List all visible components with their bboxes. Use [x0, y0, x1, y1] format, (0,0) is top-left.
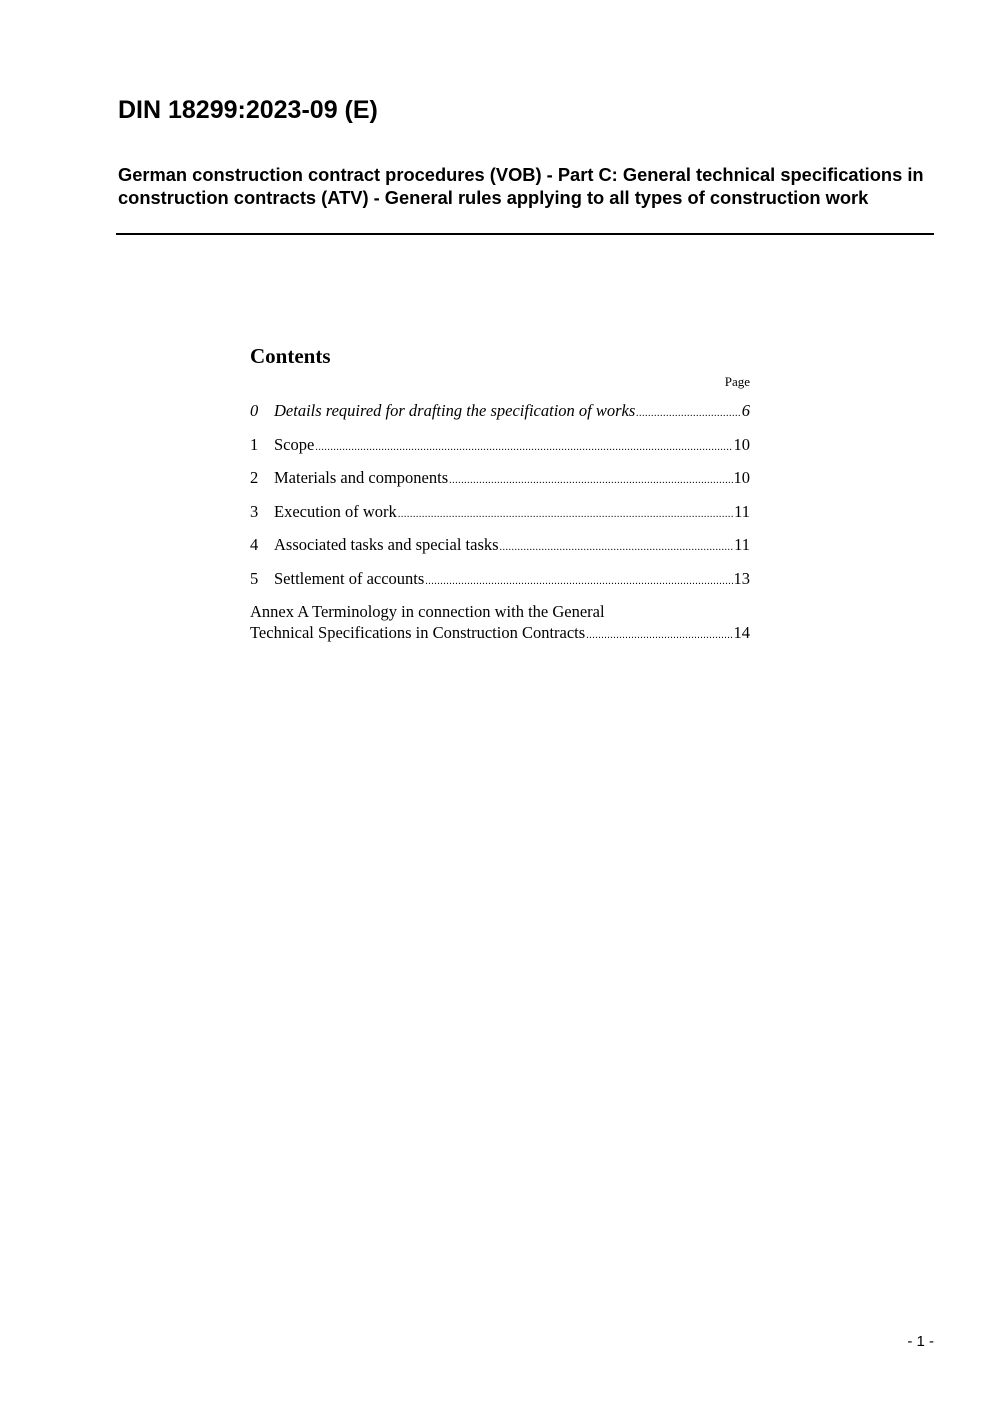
toc-entry-title: Scope — [274, 434, 315, 454]
page-number: - 1 - — [907, 1333, 934, 1350]
toc-entry-title: Associated tasks and special tasks — [274, 535, 499, 554]
toc-entry-number: 3 — [250, 501, 259, 521]
toc-heading: Contents — [250, 344, 331, 368]
toc-entry-page: 10 — [733, 468, 750, 487]
toc-annex-title-line2: Technical Specifications in Construction Contracts — [250, 622, 586, 642]
toc-entry-title: Materials and components — [274, 468, 449, 487]
toc-entry-page: 11 — [734, 535, 750, 554]
toc-leader-dots — [398, 504, 733, 525]
toc-entry-page: 13 — [733, 568, 750, 588]
toc-entry[interactable] — [250, 467, 750, 491]
toc-entry-number: 2 — [250, 468, 259, 487]
toc-entry-number: 1 — [250, 434, 259, 454]
toc-annex-entry[interactable] — [250, 601, 750, 646]
toc-entry-title: Details required for drafting the specification of works — [274, 401, 636, 420]
table-of-contents — [250, 340, 750, 646]
toc-entry[interactable] — [250, 400, 750, 424]
toc-entry[interactable] — [250, 434, 750, 458]
toc-entry-number: 4 — [250, 535, 259, 554]
toc-leader-dots — [315, 437, 732, 458]
toc-leader-dots — [500, 537, 734, 558]
toc-page-label: Page — [724, 374, 750, 389]
toc-leader-dots — [425, 571, 732, 592]
toc-leader-dots — [586, 625, 732, 646]
toc-entry[interactable] — [250, 501, 750, 525]
toc-entry-page: 11 — [734, 501, 750, 521]
document-id: DIN 18299:2023-09 (E) — [118, 96, 378, 124]
title-divider — [116, 233, 934, 235]
toc-entry-title: Settlement of accounts — [274, 568, 425, 588]
toc-entry-page: 6 — [741, 401, 750, 420]
toc-entry[interactable] — [250, 568, 750, 592]
toc-annex-page: 14 — [733, 622, 750, 642]
toc-entry-number: 0 — [250, 401, 259, 420]
toc-entry-number: 5 — [250, 568, 259, 588]
toc-leader-dots — [449, 470, 732, 491]
document-subtitle: German construction contract procedures (VOB) - Part C: General technical specifications in construction contracts (ATV) - General rules applying to all types of construction work — [118, 164, 924, 208]
toc-entry[interactable] — [250, 534, 750, 558]
toc-leader-dots — [636, 403, 740, 424]
toc-annex-title-line1: Annex A Terminology in connection with the General — [250, 601, 605, 621]
toc-entry-title: Execution of work — [274, 501, 397, 521]
toc-entry-page: 10 — [733, 434, 750, 454]
